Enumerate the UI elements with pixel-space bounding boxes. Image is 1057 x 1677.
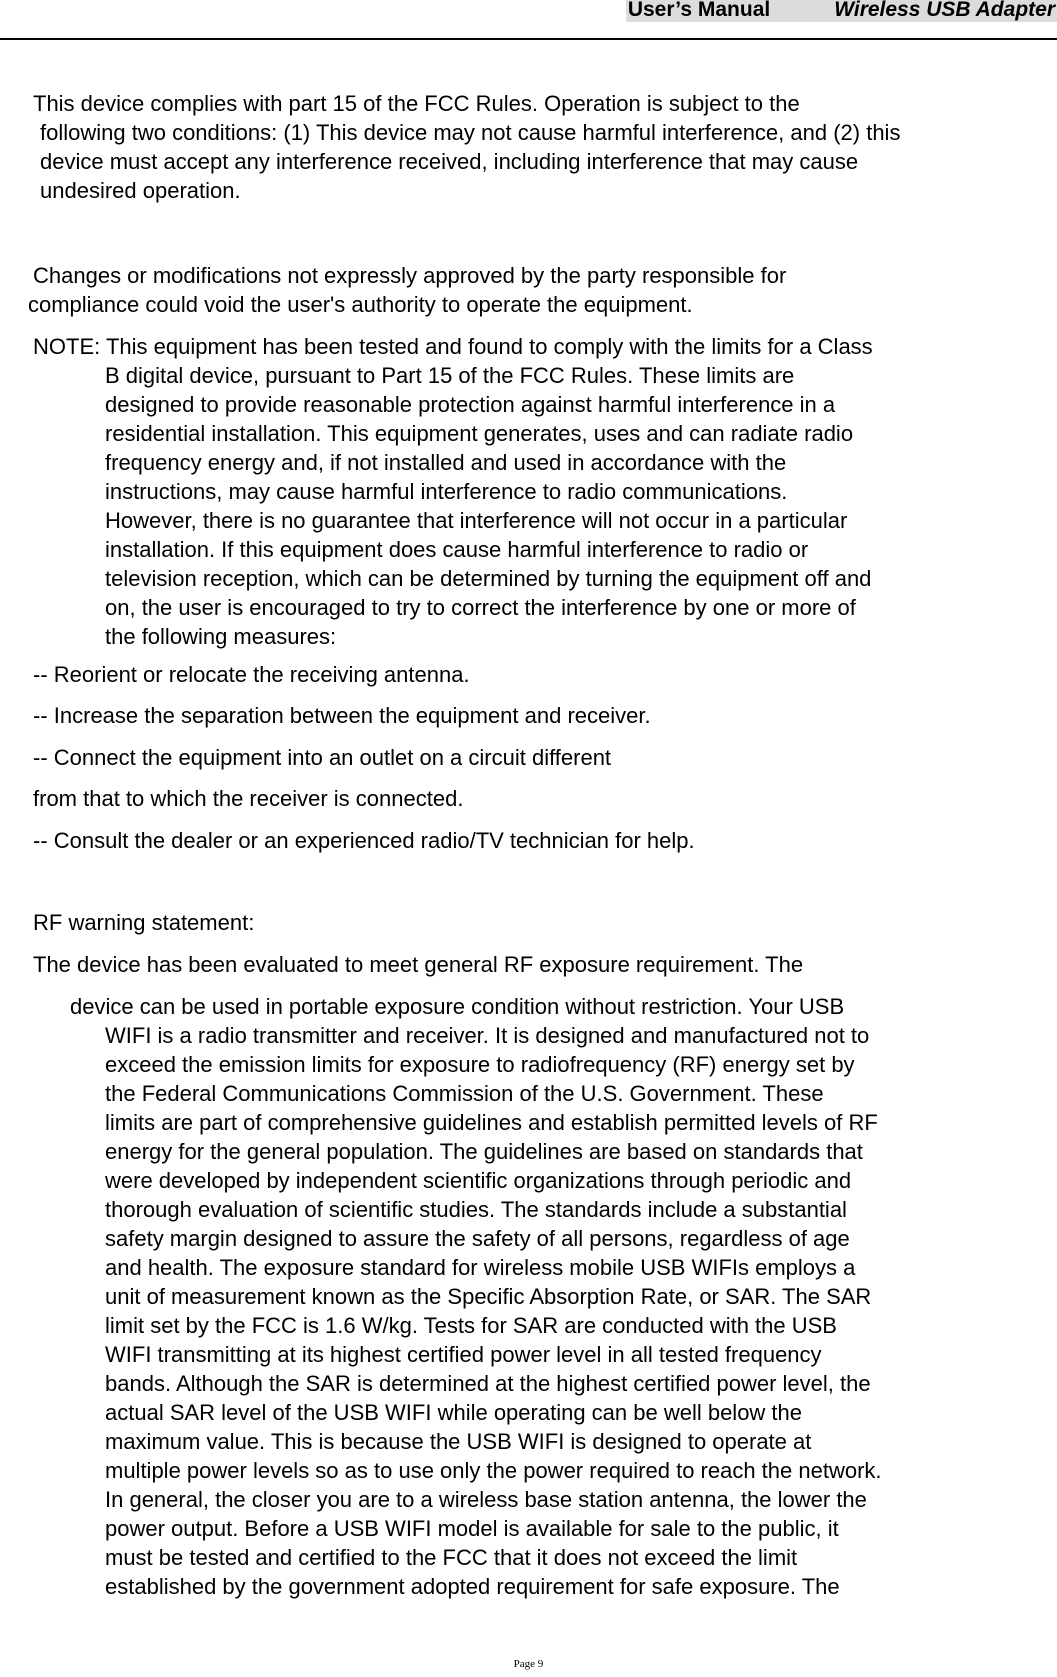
note-line: installation. If this equipment does cause harmful interference to radio or bbox=[105, 537, 809, 562]
rf-paragraph bbox=[70, 992, 882, 1601]
rf-line: bands. Although the SAR is determined at the highest certified power level, the bbox=[105, 1371, 871, 1396]
rf-line: multiple power levels so as to use only the power required to reach the network. bbox=[105, 1458, 882, 1483]
rf-line: limit set by the FCC is 1.6 W/kg. Tests for SAR are conducted with the USB bbox=[105, 1313, 837, 1338]
compliance-paragraph bbox=[33, 89, 900, 205]
note-line: frequency energy and, if not installed and used in accordance with the bbox=[105, 450, 787, 475]
measure-item: from that to which the receiver is connected. bbox=[33, 786, 464, 811]
page-header bbox=[0, 0, 1057, 40]
rf-line: actual SAR level of the USB WIFI while operating can be well below the bbox=[105, 1400, 803, 1425]
rf-line: WIFI transmitting at its highest certified power level in all tested frequency bbox=[105, 1342, 822, 1367]
rf-line: thorough evaluation of scientific studies. The standards include a substantial bbox=[105, 1197, 847, 1222]
note-line: instructions, may cause harmful interference to radio communications. bbox=[105, 479, 788, 504]
note-line: NOTE: This equipment has been tested and found to comply with the limits for a Class bbox=[33, 334, 873, 359]
rf-line: and health. The exposure standard for wireless mobile USB WIFIs employs a bbox=[105, 1255, 856, 1280]
paragraph-line: This device complies with part 15 of the FCC Rules. Operation is subject to the bbox=[33, 91, 800, 116]
rf-heading: RF warning statement: bbox=[33, 910, 255, 935]
rf-line: maximum value. This is because the USB WIFI is designed to operate at bbox=[105, 1429, 812, 1454]
rf-line: unit of measurement known as the Specific Absorption Rate, or SAR. The SAR bbox=[105, 1284, 872, 1309]
rf-line: established by the government adopted requirement for safe exposure. The bbox=[105, 1574, 840, 1599]
rf-line: In general, the closer you are to a wireless base station antenna, the lower the bbox=[105, 1487, 867, 1512]
note-line: television reception, which can be determined by turning the equipment off and bbox=[105, 566, 872, 591]
note-line: on, the user is encouraged to try to correct the interference by one or more of bbox=[105, 595, 856, 620]
paragraph-line: following two conditions: (1) This device may not cause harmful interference, and (2) this bbox=[40, 120, 901, 145]
measure-item: -- Consult the dealer or an experienced radio/TV technician for help. bbox=[33, 828, 695, 853]
rf-line: were developed by independent scientific organizations through periodic and bbox=[105, 1168, 852, 1193]
rf-line: energy for the general population. The guidelines are based on standards that bbox=[105, 1139, 863, 1164]
measure-item: -- Reorient or relocate the receiving antenna. bbox=[33, 662, 470, 687]
paragraph-line: compliance could void the user's authority to operate the equipment. bbox=[28, 292, 693, 317]
rf-line: WIFI is a radio transmitter and receiver. It is designed and manufactured not to bbox=[105, 1023, 870, 1048]
rf-line: exceed the emission limits for exposure to radiofrequency (RF) energy set by bbox=[105, 1052, 855, 1077]
note-line: the following measures: bbox=[105, 624, 337, 649]
note-line: residential installation. This equipment generates, uses and can radiate radio bbox=[105, 421, 854, 446]
header-manual-label: User’s Manual bbox=[627, 0, 771, 21]
paragraph-line: Changes or modifications not expressly approved by the party responsible for bbox=[33, 263, 787, 288]
paragraph-line: undesired operation. bbox=[40, 178, 241, 203]
rf-line: power output. Before a USB WIFI model is available for sale to the public, it bbox=[105, 1516, 839, 1541]
rf-line: safety margin designed to assure the safety of all persons, regardless of age bbox=[105, 1226, 850, 1251]
note-line: However, there is no guarantee that interference will not occur in a particular bbox=[105, 508, 848, 533]
note-line: B digital device, pursuant to Part 15 of the FCC Rules. These limits are bbox=[105, 363, 795, 388]
rf-line: limits are part of comprehensive guidelines and establish permitted levels of RF bbox=[105, 1110, 878, 1135]
note-line: designed to provide reasonable protection against harmful interference in a bbox=[105, 392, 836, 417]
header-product-label: Wireless USB Adapter bbox=[834, 0, 1055, 21]
changes-paragraph bbox=[28, 261, 786, 319]
rf-line: the Federal Communications Commission of the U.S. Government. These bbox=[105, 1081, 824, 1106]
note-paragraph bbox=[33, 332, 873, 651]
rf-line: must be tested and certified to the FCC that it does not exceed the limit bbox=[105, 1545, 798, 1570]
paragraph-line: device must accept any interference received, including interference that may cause bbox=[40, 149, 859, 174]
rf-intro: The device has been evaluated to meet general RF exposure requirement. The bbox=[33, 952, 804, 977]
measure-item: -- Increase the separation between the equipment and receiver. bbox=[33, 703, 651, 728]
measure-item: -- Connect the equipment into an outlet on a circuit different bbox=[33, 745, 612, 770]
header-title bbox=[626, 0, 1057, 22]
rf-line: device can be used in portable exposure condition without restriction. Your USB bbox=[70, 994, 845, 1019]
page-number: Page 9 bbox=[513, 1658, 544, 1670]
